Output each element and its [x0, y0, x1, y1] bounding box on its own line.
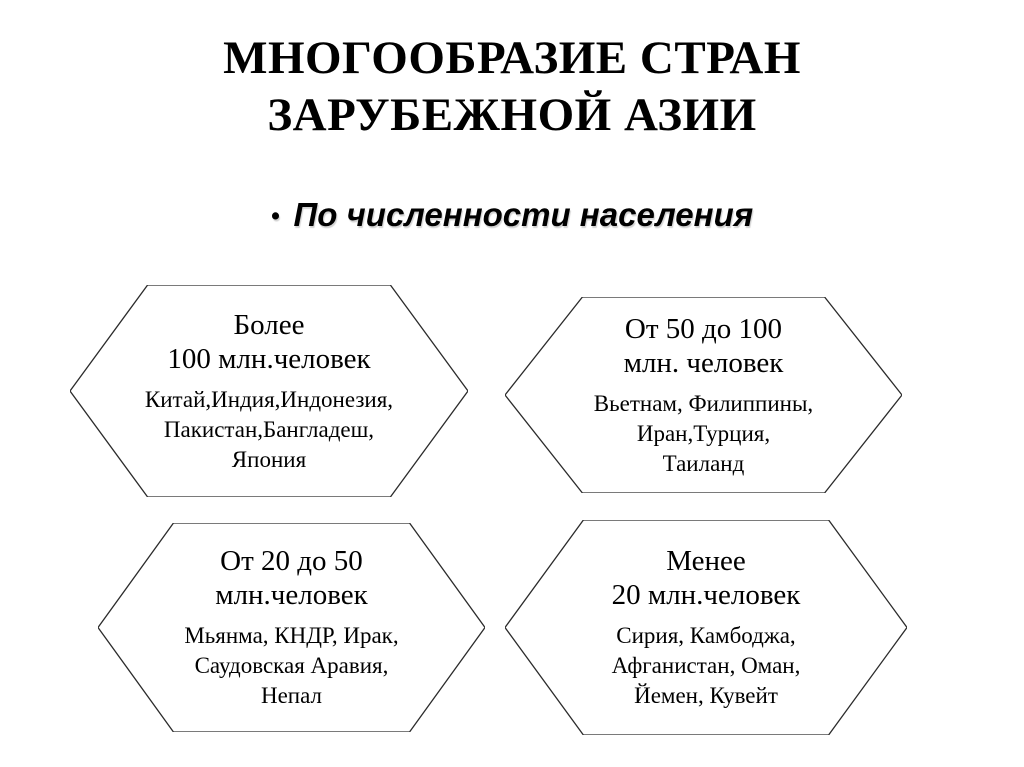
countries-line: Афганистан, Оман, [611, 653, 801, 678]
range-line-2: млн.человек [215, 579, 368, 611]
countries-line: Таиланд [662, 450, 745, 476]
range-line-2: 100 млн.человек [167, 342, 371, 375]
hexagon-less-than-20m [505, 520, 907, 735]
range-line-2: млн. человек [623, 346, 784, 379]
countries-line: Мьянма, КНДР, Ирак, [184, 623, 399, 648]
range-line-1: От 50 до 100 [624, 312, 783, 345]
countries-line: Саудовская Аравия, [194, 653, 389, 678]
countries-line: Вьетнам, Филиппины, [593, 390, 814, 416]
hexagon-content [545, 297, 863, 493]
slide-title [0, 30, 1024, 144]
hexagon-content [110, 285, 428, 497]
hexagon-20-to-50m [98, 523, 485, 732]
population-range [612, 544, 801, 612]
range-line-1: Более [233, 308, 305, 341]
countries-list [184, 621, 398, 711]
population-range [167, 308, 370, 376]
countries-list [594, 389, 813, 479]
population-range [624, 312, 784, 380]
population-range [215, 544, 368, 612]
countries-line: Непал [260, 683, 322, 708]
slide-title-line-2: ЗАРУБЕЖНОЙ АЗИИ [267, 88, 757, 141]
countries-line: Китай,Индия,Индонезия, [144, 386, 394, 412]
countries-line: Пакистан,Бангладеш, [163, 416, 375, 442]
countries-line: Иран,Турция, [636, 420, 771, 446]
range-line-2: 20 млн.человек [611, 579, 801, 611]
countries-line: Япония [231, 446, 307, 472]
bullet-line [0, 196, 1024, 234]
hexagon-50-to-100m [505, 297, 902, 493]
hexagon-more-than-100m [70, 285, 468, 497]
range-line-1: От 20 до 50 [220, 545, 363, 577]
countries-line: Йемен, Кувейт [634, 683, 778, 708]
hexagon-content [545, 520, 867, 735]
bullet-icon: • [270, 203, 280, 230]
countries-list [145, 385, 393, 475]
bullet-text: По численности населения [293, 196, 754, 233]
countries-list [612, 621, 801, 711]
range-line-1: Менее [666, 545, 746, 577]
slide-title-line-1: МНОГООБРАЗИЕ СТРАН [223, 32, 801, 84]
countries-line: Сирия, Камбоджа, [616, 623, 796, 648]
hexagon-content [137, 523, 447, 732]
